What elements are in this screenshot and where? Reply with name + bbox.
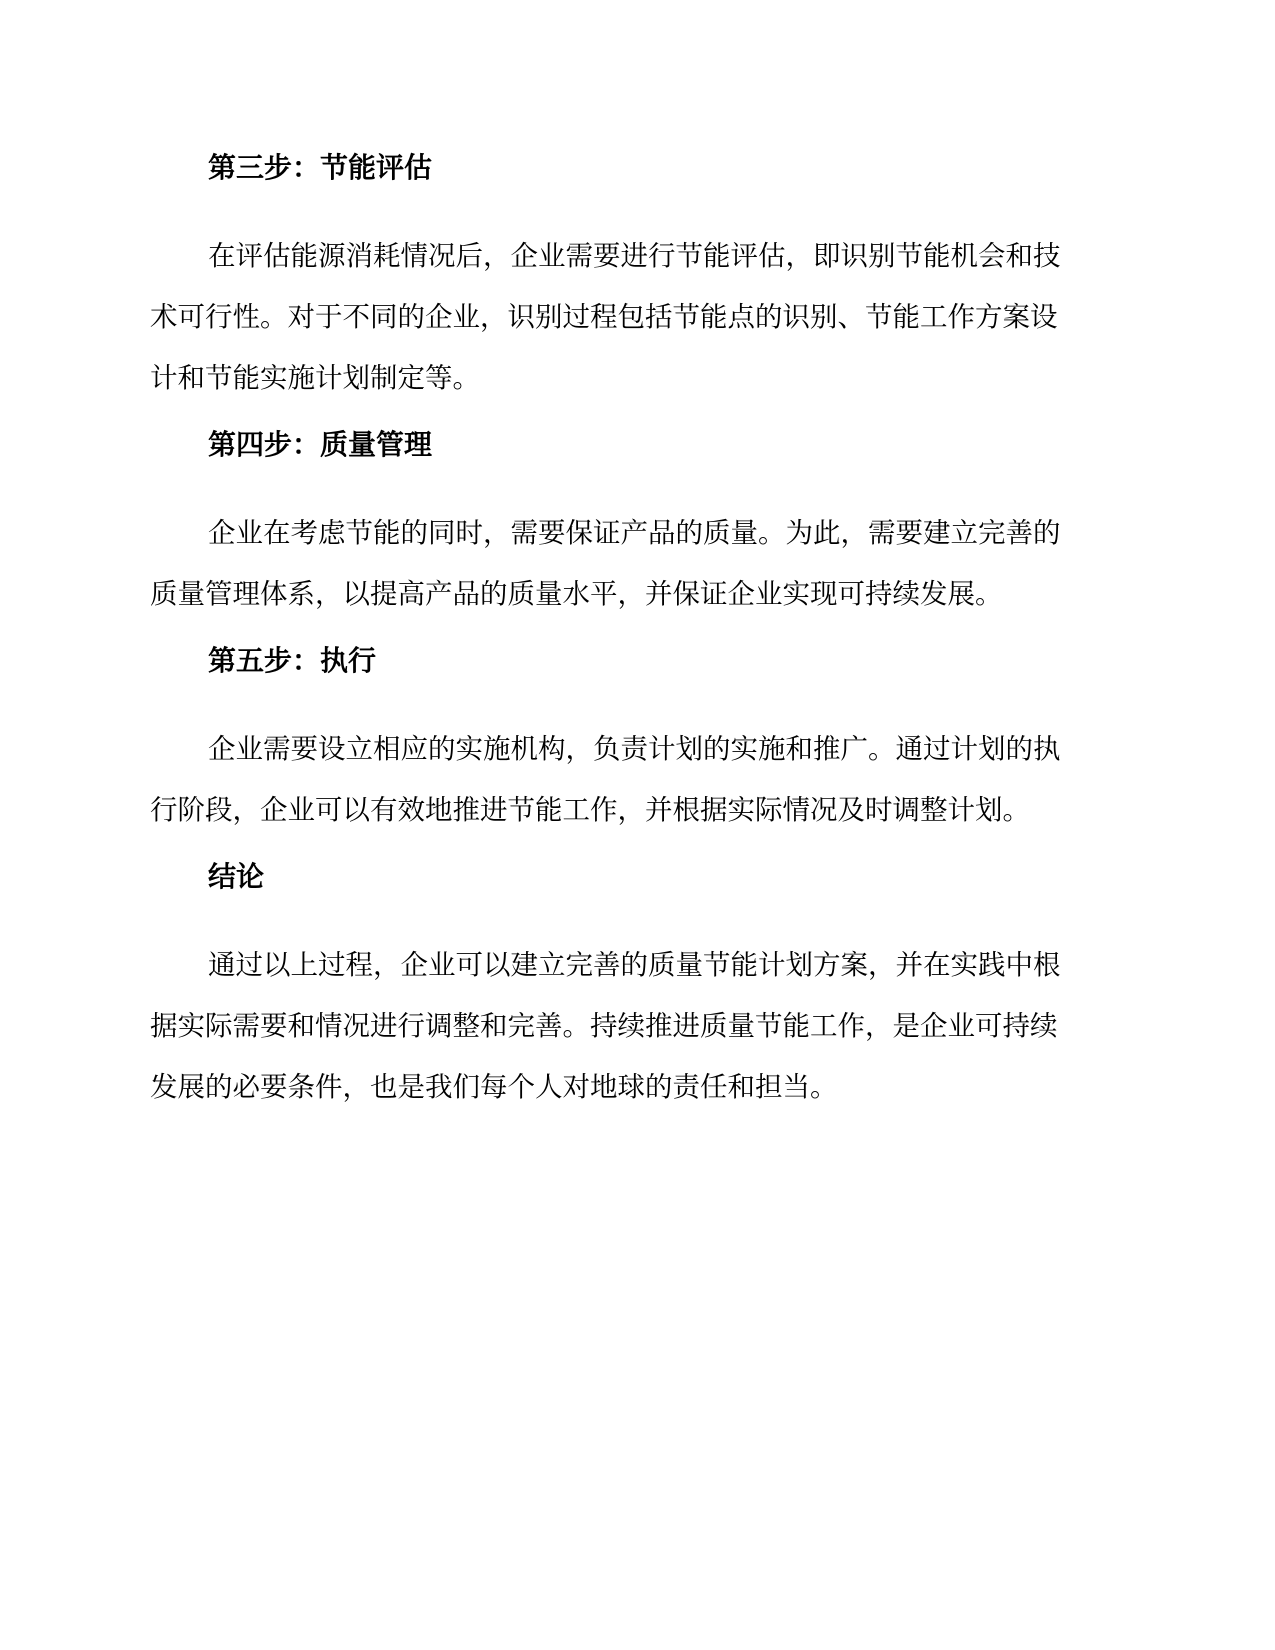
document-body (150, 148, 1110, 1134)
section-paragraph-conclusion (150, 935, 1110, 1118)
section-heading-step-5: 第五步：执行 (208, 644, 377, 677)
section-paragraph-step-5 (150, 719, 1110, 841)
paragraph-line: 行阶段，企业可以有效地推进节能工作，并根据实际情况及时调整计划。 (150, 794, 1030, 826)
paragraph-line: 发展的必要条件，也是我们每个人对地球的责任和担当。 (150, 1071, 838, 1103)
paragraph-line: 在评估能源消耗情况后，企业需要进行节能评估，即识别节能机会和技 (208, 240, 1061, 272)
section-heading-step-3: 第三步：节能评估 (208, 151, 433, 184)
paragraph-line: 企业在考虑节能的同时，需要保证产品的质量。为此，需要建立完善的 (208, 517, 1061, 549)
section-paragraph-step-4 (150, 503, 1110, 625)
paragraph-line: 质量管理体系，以提高产品的质量水平，并保证企业实现可持续发展。 (150, 578, 1003, 610)
paragraph-line: 据实际需要和情况进行调整和完善。持续推进质量节能工作，是企业可持续 (150, 1010, 1058, 1042)
section-heading-conclusion: 结论 (208, 860, 265, 893)
paragraph-line: 计和节能实施计划制定等。 (150, 362, 480, 394)
section-paragraph-step-3 (150, 226, 1110, 409)
paragraph-line: 术可行性。对于不同的企业，识别过程包括节能点的识别、节能工作方案设 (150, 301, 1058, 333)
paragraph-line: 通过以上过程，企业可以建立完善的质量节能计划方案，并在实践中根 (208, 949, 1061, 981)
section-heading-step-4: 第四步：质量管理 (208, 428, 433, 461)
paragraph-line: 企业需要设立相应的实施机构，负责计划的实施和推广。通过计划的执 (208, 733, 1061, 765)
